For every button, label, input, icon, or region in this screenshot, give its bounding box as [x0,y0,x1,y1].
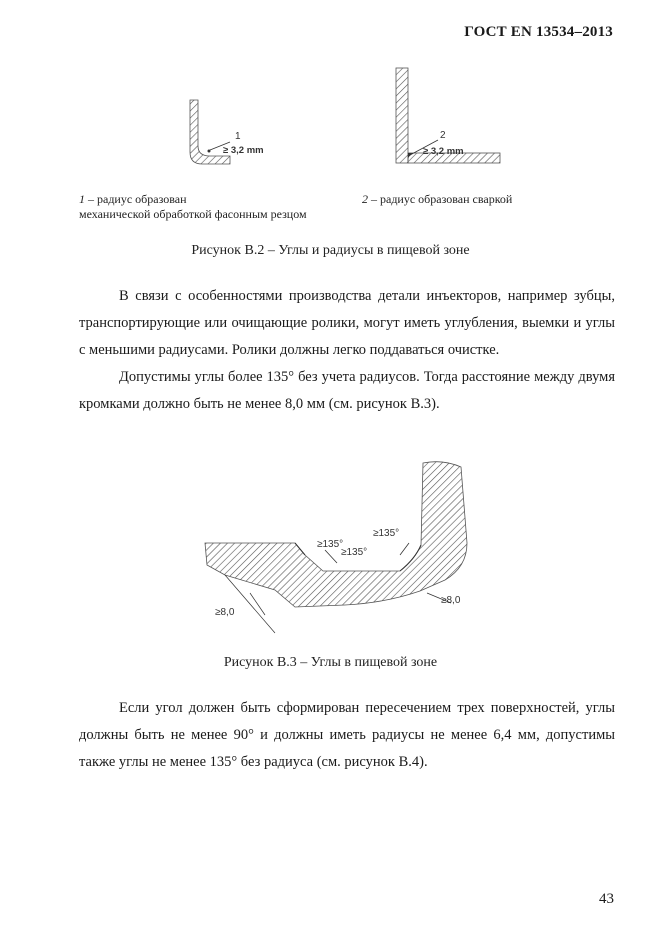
b3-angle-left: ≥135° [317,539,344,550]
detail2-dimension: ≥ 3,2 mm [423,146,464,157]
b3-angle-right: ≥135° [373,528,400,539]
b3-part-profile [205,462,467,607]
b3-angle-middle: ≥135° [341,547,368,558]
legend-1-text: – радиус образован [85,192,187,206]
legend-1-text-line2: механической обработкой фасонным резцом [79,207,307,221]
b3-dim-left: ≥8,0 [215,607,235,618]
legend-2-text: – радиус образован сваркой [368,192,513,206]
body-text-2 [79,695,615,776]
detail1-number: 1 [235,131,241,142]
paragraph-1: В связи с особенностями производства детали инъекторов, например зубцы, транспортирующие или очищающие ролики, могут иметь углубления, выемки и углы с меньшими радиусами. Ролики должны легко поддаваться очистке. [79,288,615,358]
detail1-profile [190,100,264,164]
detail2-number: 2 [440,130,446,141]
figure-b3-caption: Рисунок В.3 – Углы в пищевой зоне [223,655,438,670]
body-text-1 [79,283,615,418]
paragraph-2: Допустимы углы более 135° без учета радиусов. Тогда расстояние между двумя кромками должно быть не менее 8,0 мм (см. рисунок В.3). [79,369,615,412]
detail2-profile [396,68,500,163]
b3-dim-right: ≥8,0 [441,595,461,606]
figure-b3-drawing [195,455,505,640]
legend-2 [362,192,622,207]
paragraph-3: Если угол должен быть сформирован пересечением трех поверхностей, углы должны быть не менее 90° и должны иметь радиусы не менее 6,4 мм, допустимы также углы не менее 135° без радиуса (см. рисунок В.4). [79,700,615,770]
figure-b2-caption: Рисунок В.2 – Углы и радиусы в пищевой зоне [191,243,470,258]
legend-2-key: 2 [362,192,368,206]
legend-1-key: 1 [79,192,85,206]
legend-1 [79,192,349,222]
detail1-dimension: ≥ 3,2 mm [223,145,264,156]
page-number: 43 [599,891,614,907]
document-code: ГОСТ EN 13534–2013 [464,24,613,40]
figure-b2-drawing [170,60,530,172]
